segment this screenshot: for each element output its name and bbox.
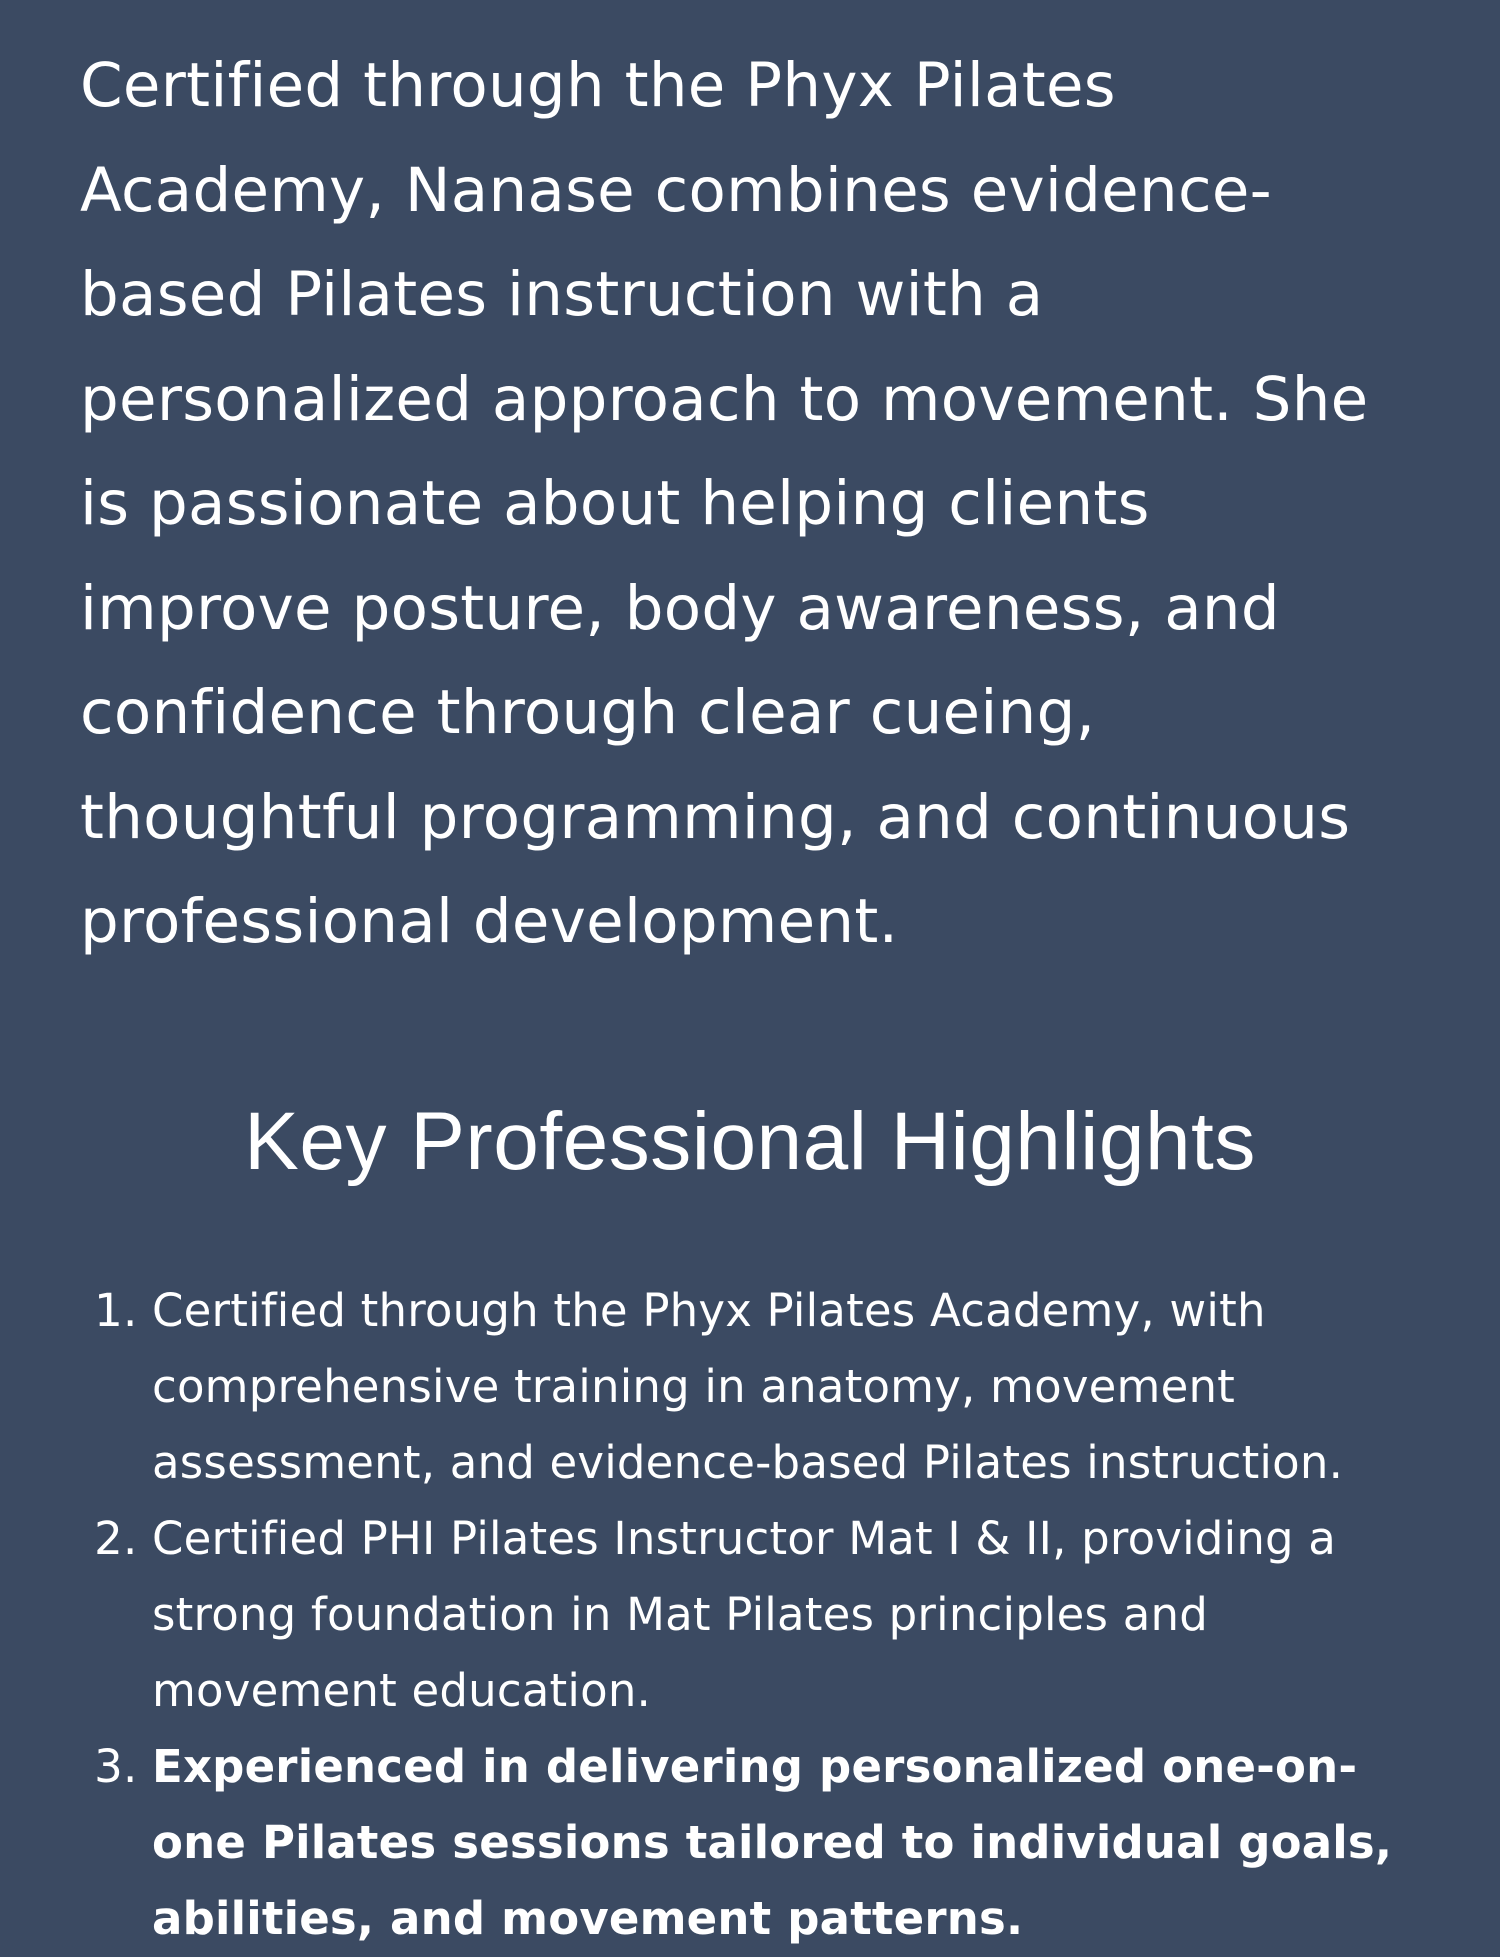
highlight-item-2: 2. Certified PHI Pilates Instructor Mat I & II, providing a strong foundation in Mat Pilates principles and movement education. bbox=[152, 1501, 1420, 1729]
highlight-item-1: 1. Certified through the Phyx Pilates Academy, with comprehensive training in anatomy, movement assessment, and evidence-based Pilates instruction. bbox=[152, 1273, 1420, 1501]
highlights-title: Key Professional Highlights bbox=[244, 1095, 1256, 1187]
highlight-item-3: 3. Experienced in delivering personalized one-on-one Pilates sessions tailored to individual goals, abilities, and movement patterns. bbox=[152, 1729, 1420, 1957]
highlights-list bbox=[80, 1273, 1420, 1957]
intro-paragraph: Certified through the Phyx Pilates Academy, Nanase combines evidence-based Pilates instruction with a personalized approach to movement. She is passionate about helping clients improve posture, body awareness, and confidence through clear cueing, thoughtful programming, and continuous professional development. bbox=[80, 50, 1369, 957]
